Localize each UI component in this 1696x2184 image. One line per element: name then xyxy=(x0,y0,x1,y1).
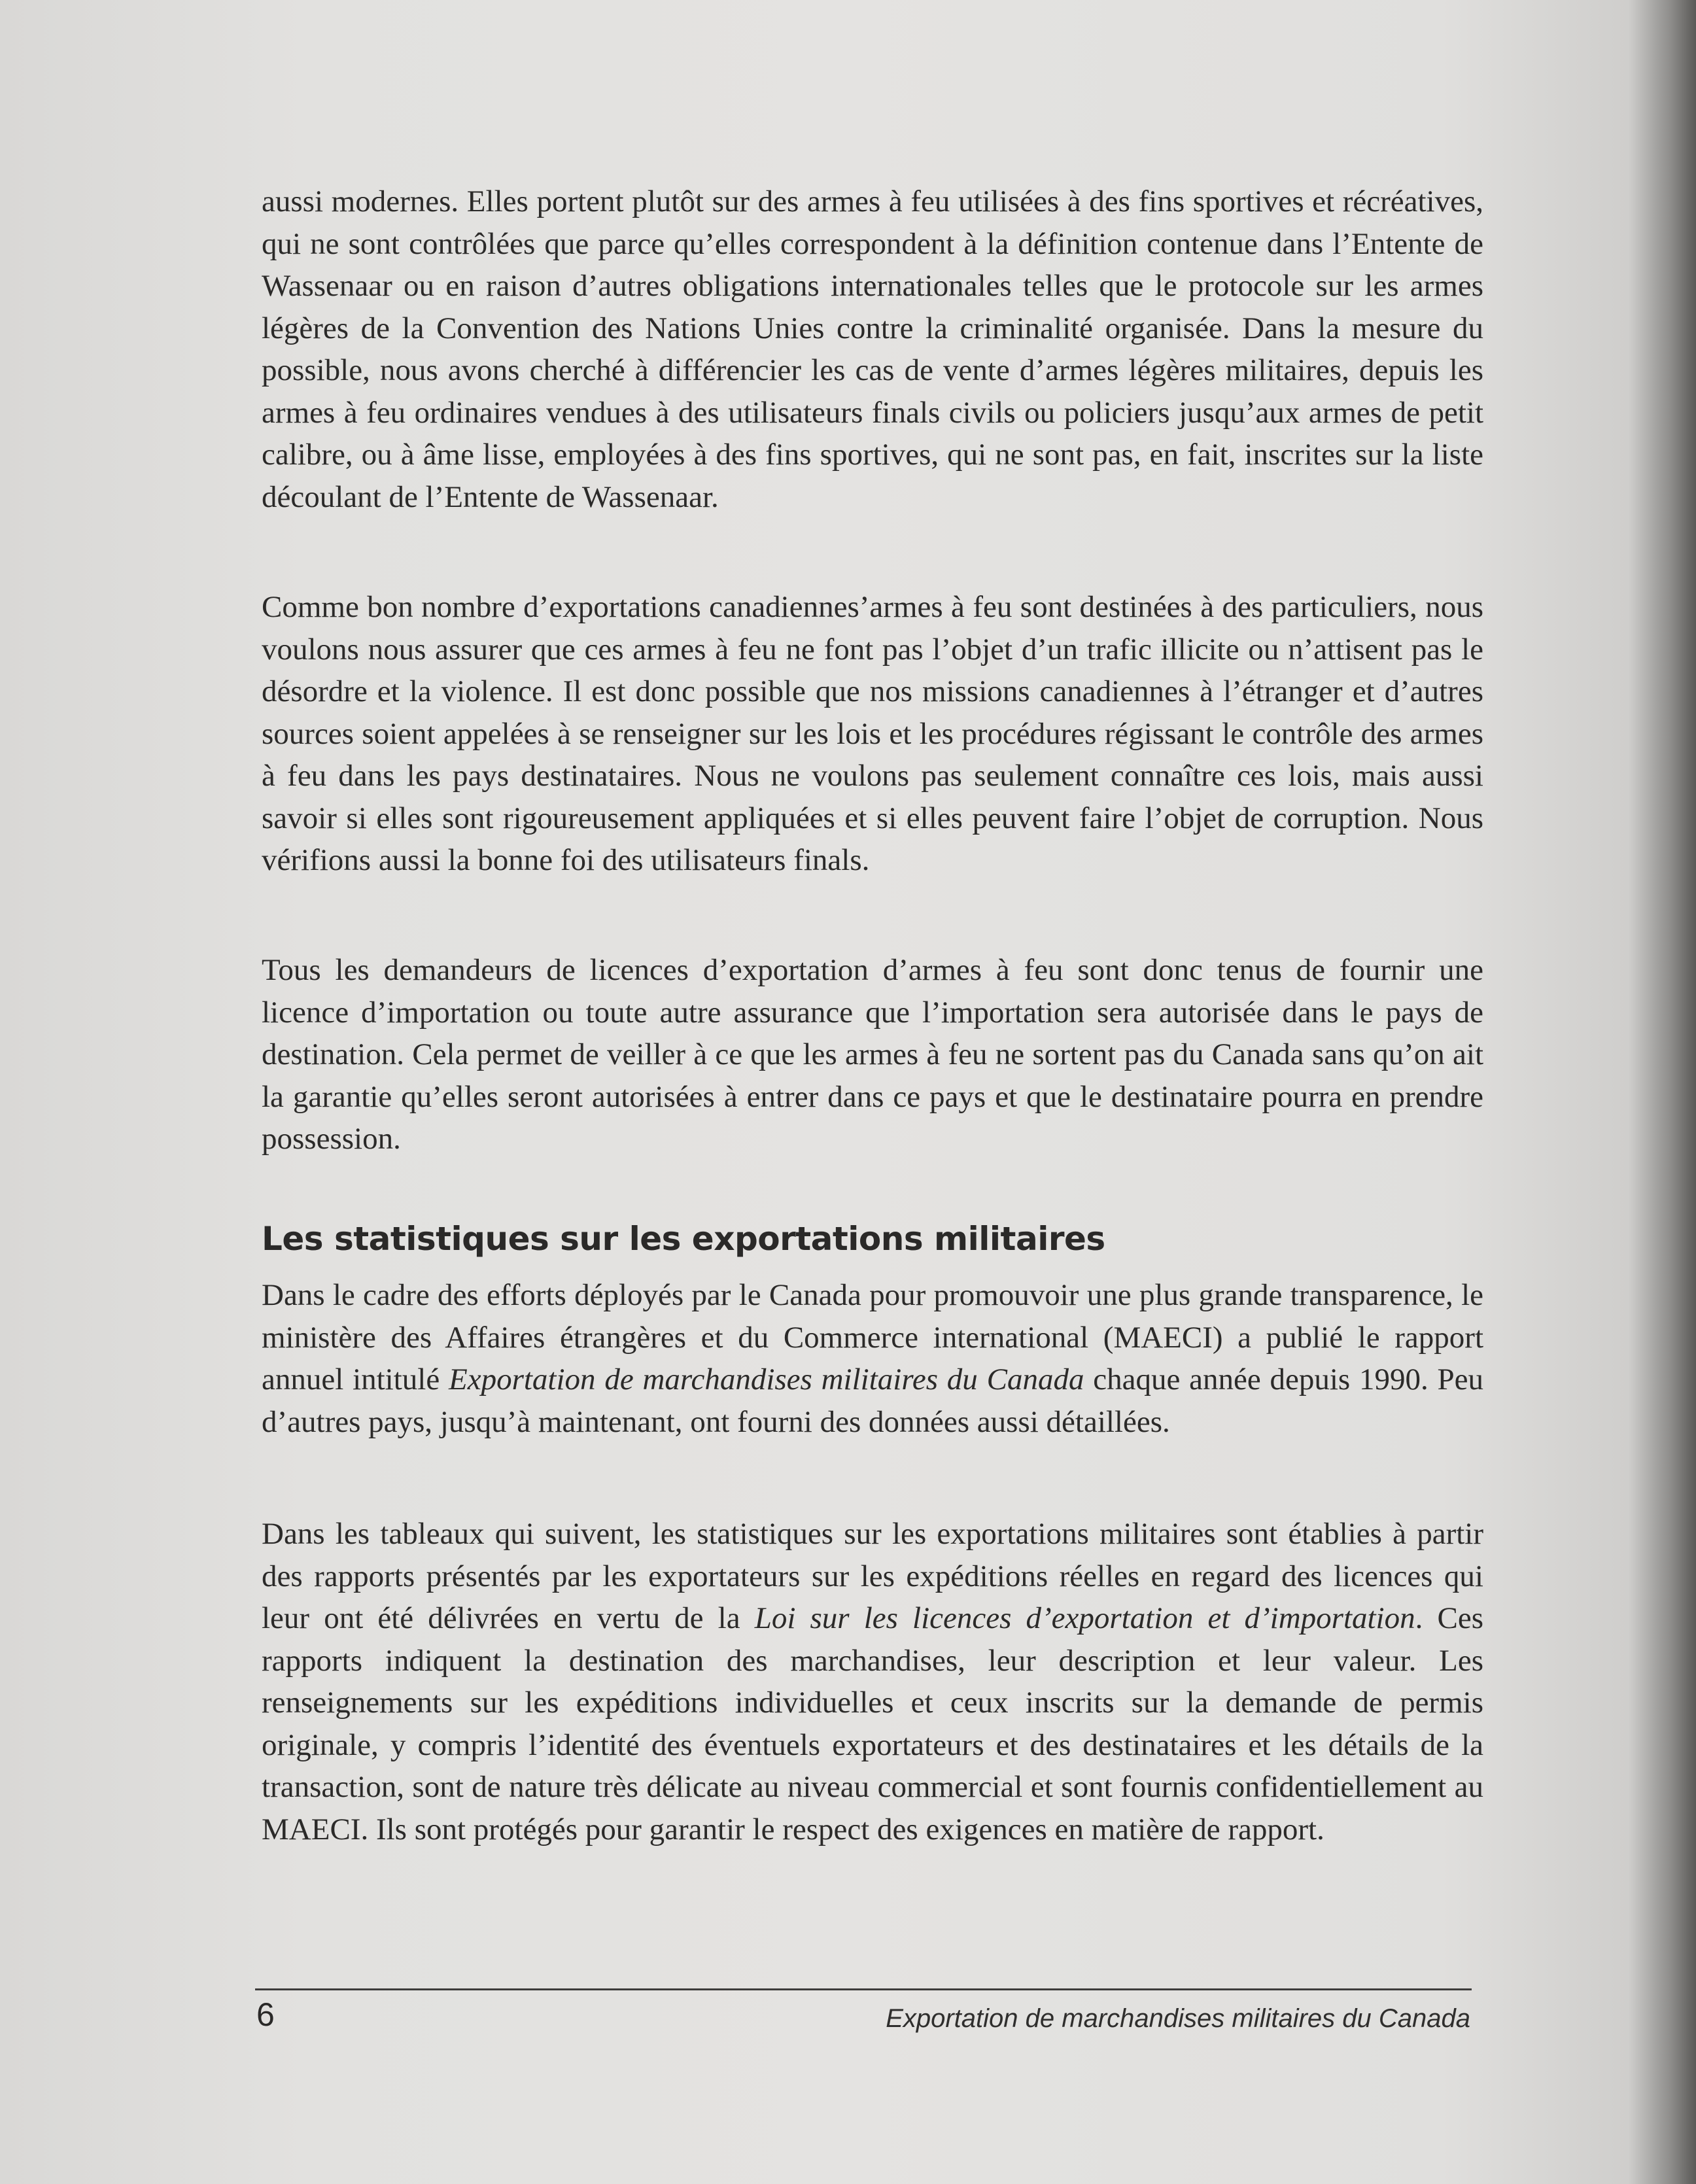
paragraph-5 xyxy=(262,1513,1483,1850)
footer-divider xyxy=(255,1988,1472,1990)
paragraph-5-text-before: Dans les tableaux qui suivent, les statistiques sur les exportations militaires sont établies à partir des rapports présentés par les exportateurs sur les expéditions réelles en regard des licences qui leur ont été délivrées en vertu de la xyxy=(262,1517,1483,1635)
paragraph-3: Tous les demandeurs de licences d’exportation d’armes à feu sont donc tenus de fournir une licence d’importation ou toute autre assurance que l’importation sera autorisée dans le pays de destination. Cela permet de veiller à ce que les armes à feu ne sortent pas du Canada sans qu’on ait la garantie qu’elles seront autorisées à entrer dans ce pays et que le destinataire pourra en prendre possession. xyxy=(262,953,1483,1156)
paragraph-3-block xyxy=(262,949,1483,1160)
section-heading: Les statistiques sur les exportations militaires xyxy=(262,1220,1105,1258)
paragraph-1-block xyxy=(262,181,1483,518)
paragraph-4-text-before: Dans le cadre des efforts déployés par le Canada pour promouvoir une plus grande transparence, le ministère des Affaires étrangères et du Commerce international (MAECI) a publié le rapport annuel intitulé xyxy=(262,1278,1483,1396)
law-title-italic: Loi sur les licences d’exportation et d’importation xyxy=(754,1601,1415,1635)
paragraph-1: aussi modernes. Elles portent plutôt sur des armes à feu utilisées à des fins sportives et récréatives, qui ne sont contrôlées que parce qu’elles correspondent à la définition contenue dans l’Entente de Wassenaar ou en raison d’autres obligations internationales telles que le protocole sur les armes légères de la Convention des Nations Unies contre la criminalité organisée. Dans la mesure du possible, nous avons cherché à différencier les cas de vente d’armes légères militaires, depuis les armes à feu ordinaires vendues à des utilisateurs finals civils ou policiers jusqu’aux armes de petit calibre, ou à âme lisse, employées à des fins sportives, qui ne sont pas, en fait, inscrites sur la liste découlant de l’Entente de Wassenaar. xyxy=(262,184,1483,514)
paragraph-2: Comme bon nombre d’exportations canadiennes’armes à feu sont destinées à des particuliers, nous voulons nous assurer que ces armes à feu ne font pas l’objet d’un trafic illicite ou n’attisent pas le désordre et la violence. Il est donc possible que nos missions canadiennes à l’étranger et d’autres sources soient appelées à se renseigner sur les lois et les procédures régissant le contrôle des armes à feu dans les pays destinataires. Nous ne voulons pas seulement connaître ces lois, mais aussi savoir si elles sont rigoureusement appliquées et si elles peuvent faire l’objet de corruption. Nous vérifions aussi la bonne foi des utilisateurs finals. xyxy=(262,590,1483,877)
paragraph-4-text-after: chaque année depuis 1990. Peu d’autres pays, jusqu’à maintenant, ont fourni des données aussi détaillées. xyxy=(262,1362,1483,1439)
body-text-column xyxy=(262,0,1483,1930)
paragraph-5-text-after: . Ces rapports indiquent la destination des marchandises, leur description et leur valeur. Les renseignements sur les expéditions individuelles et ceux inscrits sur la demande de permis originale, y compris l’identité des éventuels exportateurs et des destinataires et les détails de la transaction, sont de nature très délicate au niveau commercial et sont fournis confidentiellement au MAECI. Ils sont protégés pour garantir le respect des exigences en matière de rapport. xyxy=(262,1601,1483,1846)
paragraph-4 xyxy=(262,1274,1483,1443)
paragraph-5-block xyxy=(262,1513,1483,1850)
report-title-italic: Exportation de marchandises militaires du Canada xyxy=(449,1362,1084,1396)
footer-publication-title: Exportation de marchandises militaires du Canada xyxy=(886,2004,1470,2033)
paragraph-2-block xyxy=(262,586,1483,882)
paragraph-4-block xyxy=(262,1274,1483,1443)
page-number: 6 xyxy=(256,1996,275,2033)
